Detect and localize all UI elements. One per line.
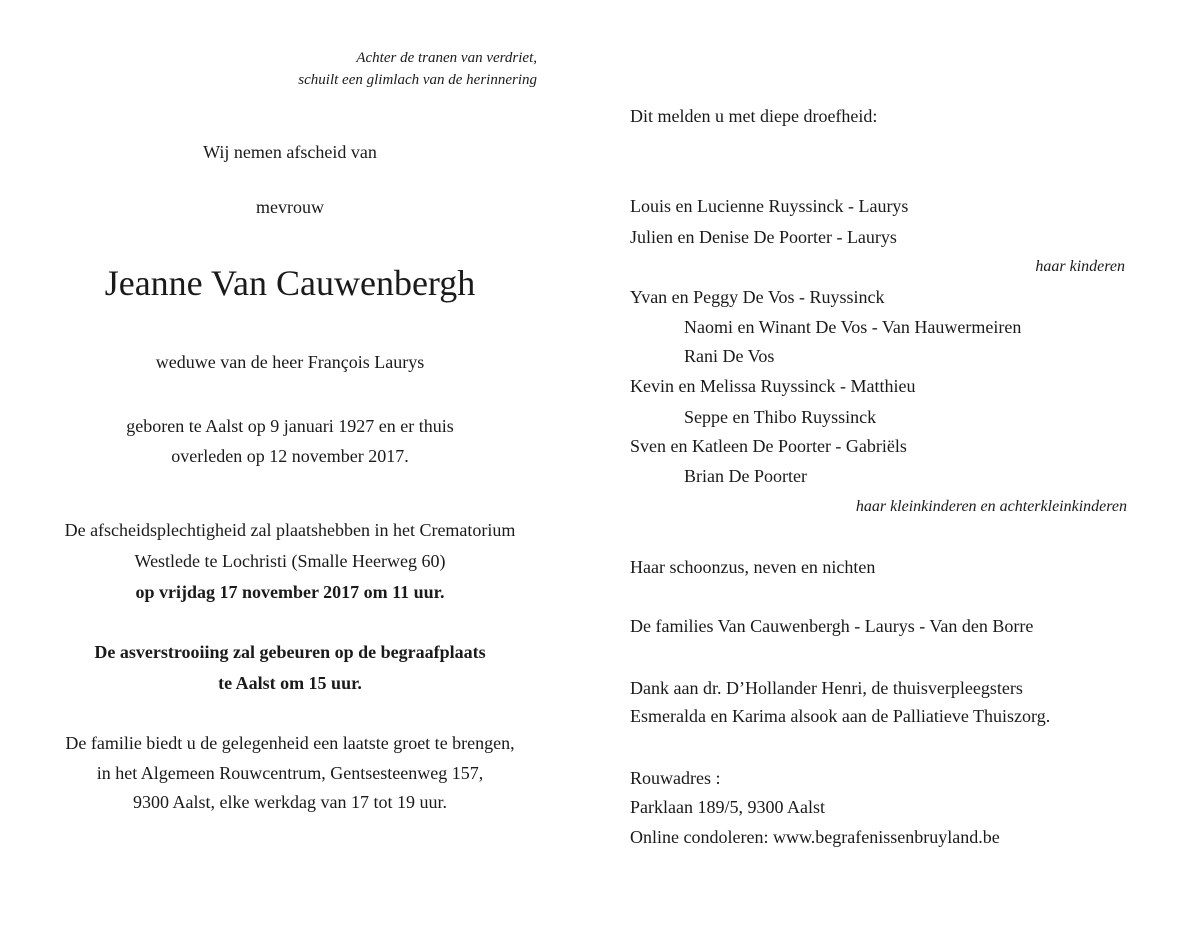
child-line: Louis en Lucienne Ruyssinck - Laurys <box>630 196 909 216</box>
grandchild-line: Yvan en Peggy De Vos - Ruyssinck <box>630 287 885 307</box>
scattering-line-2: te Aalst om 15 uur. <box>218 673 362 693</box>
thanks-line-2: Esmeralda en Karima alsook aan de Palliatieve Thuiszorg. <box>630 706 1051 726</box>
great-grandchild-line: Rani De Vos <box>684 346 775 366</box>
widow-of: weduwe van de heer François Laurys <box>155 352 425 372</box>
visit-line-2: in het Algemeen Rouwcentrum, Gentsesteenweg 157, <box>96 763 484 783</box>
great-grandchild-line: Seppe en Thibo Ruyssinck <box>684 407 877 427</box>
in-laws: Haar schoonzus, neven en nichten <box>630 557 876 577</box>
quote <box>298 47 537 91</box>
great-grandchild-line: Naomi en Winant De Vos - Van Hauwermeiren <box>684 317 1022 337</box>
quote-line-2: schuilt een glimlach van de herinnering <box>298 72 537 88</box>
great-grandchild-line: Brian De Poorter <box>684 466 807 486</box>
thanks-line-1: Dank aan dr. D’Hollander Henri, de thuisverpleegsters <box>630 678 1023 698</box>
death-line: overleden op 12 november 2017. <box>171 446 409 466</box>
online-condolences: Online condoleren: www.begrafenissenbruyland.be <box>630 827 1000 847</box>
announcement: Dit melden u met diepe droefheid: <box>630 106 878 126</box>
child-line: Julien en Denise De Poorter - Laurys <box>630 227 897 247</box>
families: De families Van Cauwenbergh - Laurys - Van den Borre <box>630 616 1034 636</box>
visit-line-1: De familie biedt u de gelegenheid een laatste groet te brengen, <box>65 733 515 753</box>
scattering-line-1: De asverstrooiing zal gebeuren op de begraafplaats <box>94 642 486 662</box>
address: Parklaan 189/5, 9300 Aalst <box>630 797 825 817</box>
ceremony-line-2: Westlede te Lochristi (Smalle Heerweg 60) <box>134 551 446 571</box>
quote-line-1: Achter de tranen van verdriet, <box>356 50 537 66</box>
ceremony-date: op vrijdag 17 november 2017 om 11 uur. <box>135 582 445 602</box>
visit-line-3: 9300 Aalst, elke werkdag van 17 tot 19 uur. <box>133 792 447 812</box>
grandchild-line: Kevin en Melissa Ruyssinck - Matthieu <box>630 376 916 396</box>
grandchild-line: Sven en Katleen De Poorter - Gabriëls <box>630 436 907 456</box>
birth-line: geboren te Aalst op 9 januari 1927 en er thuis <box>126 416 454 436</box>
intro: Wij nemen afscheid van <box>203 142 377 162</box>
deceased-name: Jeanne Van Cauwenbergh <box>104 263 476 303</box>
children-label: haar kinderen <box>1035 258 1125 275</box>
address-label: Rouwadres : <box>630 768 721 788</box>
grandchildren-label: haar kleinkinderen en achterkleinkinderen <box>855 498 1127 515</box>
title: mevrouw <box>256 197 324 217</box>
ceremony-line-1: De afscheidsplechtigheid zal plaatshebben in het Crematorium <box>64 520 516 540</box>
